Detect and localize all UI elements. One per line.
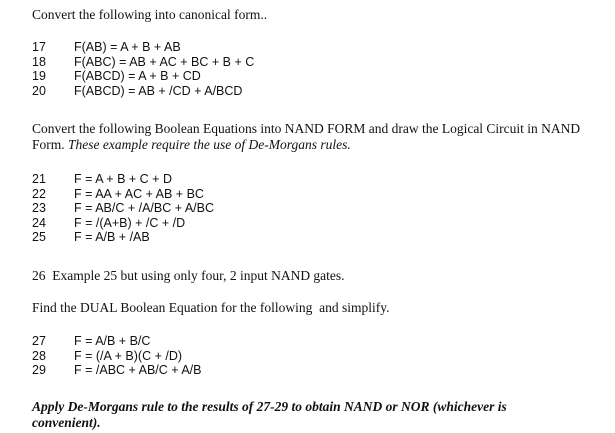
item-equation: F = AA + AC + AB + BC [74,186,204,201]
item-number: 24 [32,215,46,230]
section2-heading-text: Convert the following Boolean Equations into NAND FORM and draw the Logical Circuit in NAND Form. [32,121,581,152]
list-item [32,69,572,84]
item-equation: F = /ABC + AB/C + A/B [74,363,202,377]
item-number: 29 [32,363,46,377]
list-item [32,363,572,378]
closing-instruction: Apply De-Morgans rule to the results of 27-29 to obtain NAND or NOR (whichever is convenient). [32,399,507,430]
example-26: 26 Example 25 but using only four, 2 input NAND gates. [32,268,345,283]
section1-heading: Convert the following into canonical form.. [32,7,268,22]
list-item [32,84,572,99]
item-number: 17 [32,40,46,54]
item-equation: F(AB) = A + B + AB [74,40,181,54]
item-equation: F = A + B + C + D [74,172,172,186]
list-item [32,230,572,245]
list-item [32,334,572,349]
item-equation: F = A/B + B/C [74,334,151,348]
list-item [32,349,572,364]
section2-list [32,172,572,245]
item-equation: F(ABCD) = A + B + CD [74,69,201,83]
item-equation: F(ABC) = AB + AC + BC + B + C [74,54,255,69]
item-number: 22 [32,186,46,201]
section1-list [32,40,572,98]
list-item [32,201,572,216]
item-equation: F = A/B + /AB [74,230,150,244]
section3-list [32,334,572,378]
list-item [32,172,572,187]
item-number: 21 [32,172,46,186]
list-item [32,40,572,55]
item-number: 20 [32,83,46,98]
list-item [32,55,572,70]
item-equation: F = (/A + B)(C + /D) [74,348,183,363]
item-equation: F(ABCD) = AB + /CD + A/BCD [74,83,243,98]
item-number: 28 [32,348,46,363]
list-item [32,187,572,202]
section3-heading: Find the DUAL Boolean Equation for the following and simplify. [32,300,390,315]
item-number: 18 [32,54,46,69]
item-number: 19 [32,69,46,83]
item-number: 25 [32,230,46,244]
item-number: 27 [32,334,46,348]
item-equation: F = /(A+B) + /C + /D [74,215,186,230]
item-number: 23 [32,201,46,215]
item-equation: F = AB/C + /A/BC + A/BC [74,201,214,215]
section2-note: These example require the use of De-Morgans rules. [68,137,351,152]
section2-heading [32,121,602,153]
list-item [32,216,572,231]
